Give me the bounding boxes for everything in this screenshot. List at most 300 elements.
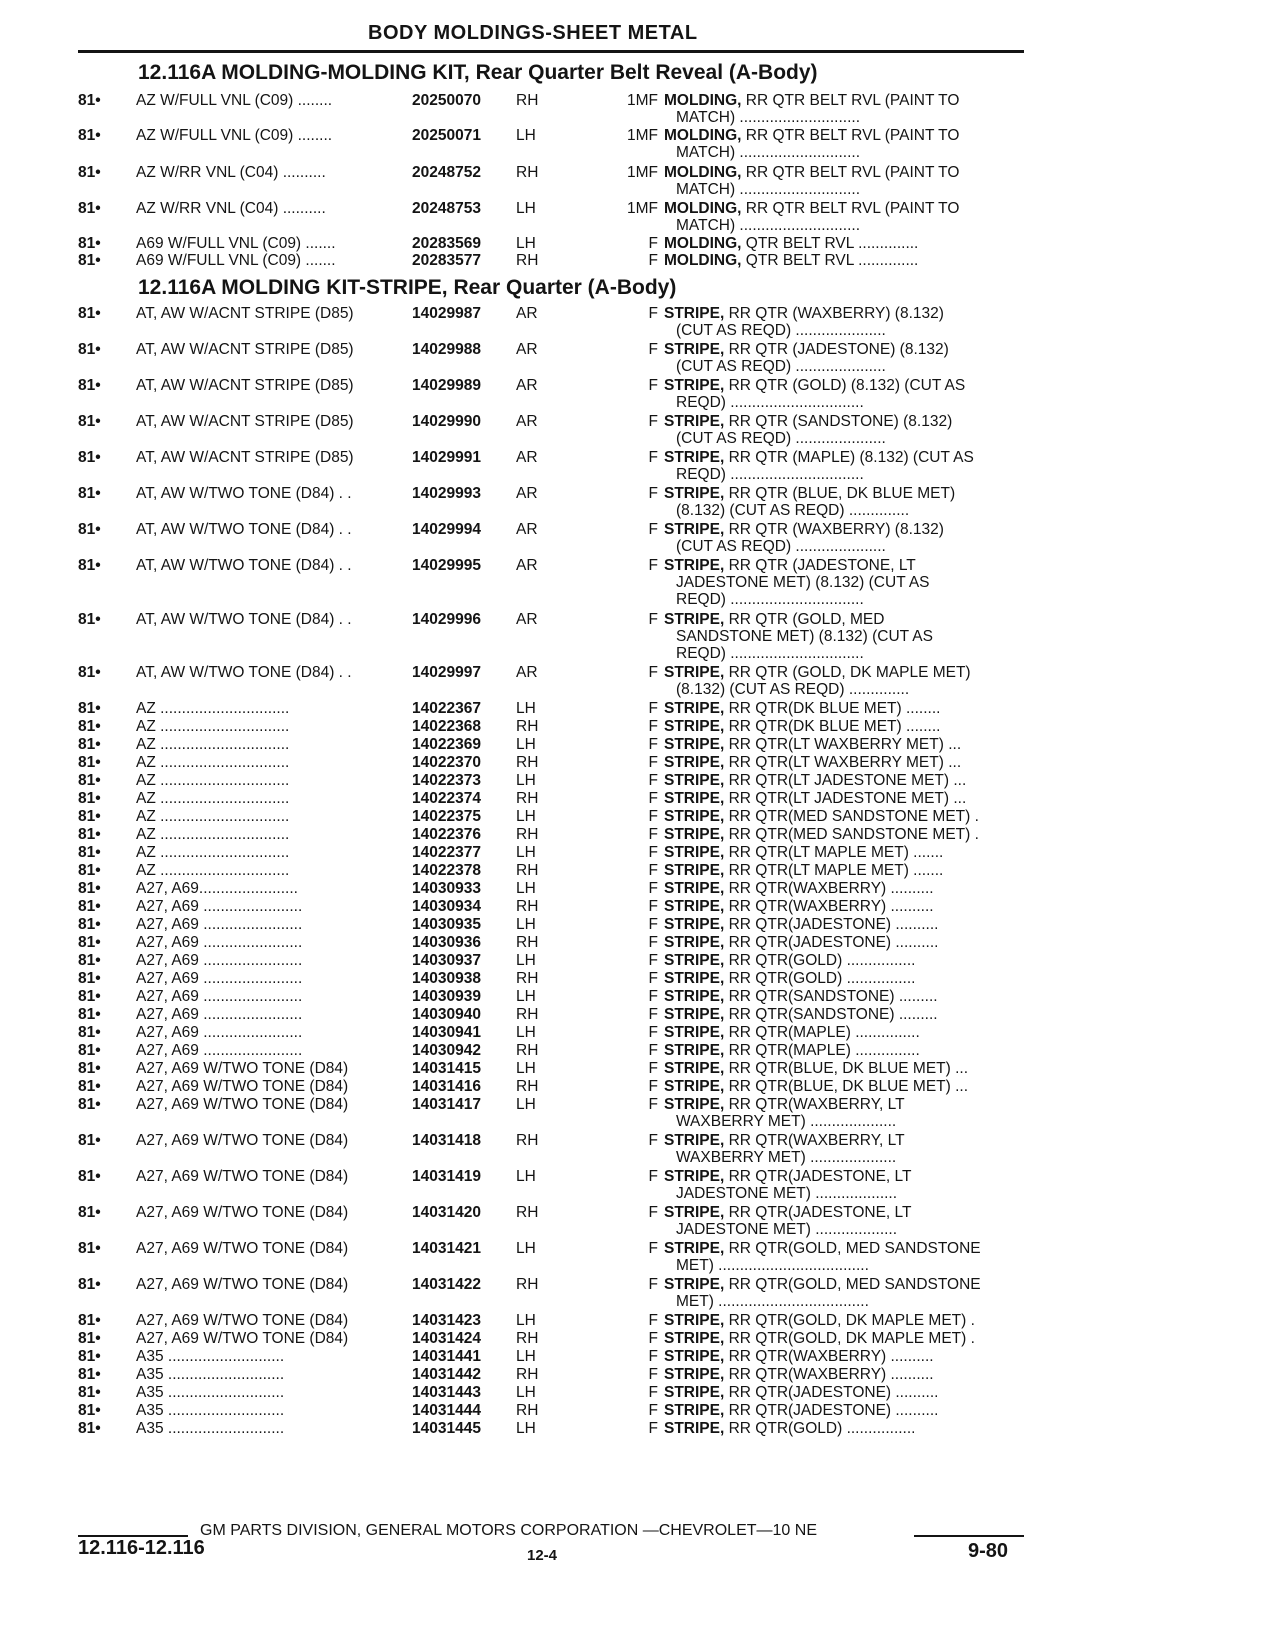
part-name: STRIPE, <box>664 1042 725 1059</box>
part-description-continued: WAXBERRY MET) .................... <box>676 1149 897 1166</box>
model-year: 81• <box>78 988 101 1005</box>
model-year: 81• <box>78 1132 101 1149</box>
part-description-text: RR QTR(GOLD, MED SANDSTONE <box>724 1276 981 1293</box>
part-description <box>664 1348 1024 1366</box>
part-name: STRIPE, <box>664 736 725 753</box>
side-code: AR <box>516 377 538 394</box>
part-description <box>664 1042 1024 1060</box>
part-description-continued: (8.132) (CUT AS REQD) .............. <box>676 502 910 519</box>
model-description: A27, A69 W/TWO TONE (D84) <box>136 1132 349 1149</box>
quantity-code: F <box>648 952 658 969</box>
part-description-text: RR QTR(WAXBERRY, LT <box>724 1132 905 1149</box>
part-name: STRIPE, <box>664 341 725 358</box>
part-description-continued: SANDSTONE MET) (8.132) (CUT AS <box>676 628 933 645</box>
side-code: RH <box>516 92 539 109</box>
part-number: 14022376 <box>412 826 481 843</box>
part-number: 14022367 <box>412 700 481 717</box>
part-description-text: RR QTR(GOLD, MED SANDSTONE <box>724 1240 981 1257</box>
part-description-text: QTR BELT RVL .............. <box>741 252 919 269</box>
part-description-text: RR QTR(JADESTONE) .......... <box>724 1384 939 1401</box>
part-description-text: RR QTR BELT RVL (PAINT TO <box>741 127 960 144</box>
model-description: A27, A69 ....................... <box>136 916 303 933</box>
model-year: 81• <box>78 1330 101 1347</box>
footer-date: 9-80 <box>968 1540 1009 1562</box>
model-year: 81• <box>78 754 101 771</box>
part-description <box>664 826 1024 844</box>
part-description-continued: (8.132) (CUT AS REQD) .............. <box>676 681 910 698</box>
model-description: AZ .............................. <box>136 754 290 771</box>
model-year: 81• <box>78 252 101 269</box>
part-description <box>664 862 1024 880</box>
part-name: STRIPE, <box>664 1420 725 1437</box>
side-code: RH <box>516 1276 539 1293</box>
part-number: 14031420 <box>412 1204 481 1221</box>
quantity-code: F <box>648 1384 658 1401</box>
part-description-text: RR QTR BELT RVL (PAINT TO <box>741 92 960 109</box>
part-description-continued: (CUT AS REQD) ..................... <box>676 322 886 339</box>
side-code: RH <box>516 1078 539 1095</box>
quantity-code: 1MF <box>627 200 658 217</box>
quantity-code: F <box>648 521 658 538</box>
model-description: AZ W/FULL VNL (C09) ........ <box>136 92 333 109</box>
part-description <box>664 772 1024 790</box>
quantity-code: F <box>648 1348 658 1365</box>
part-name: STRIPE, <box>664 1240 725 1257</box>
part-number: 20250070 <box>412 92 481 109</box>
quantity-code: F <box>648 1006 658 1023</box>
quantity-code: 1MF <box>627 164 658 181</box>
part-description-text: RR QTR(MED SANDSTONE MET) . <box>724 808 979 825</box>
part-description <box>664 127 1024 145</box>
model-year: 81• <box>78 485 101 502</box>
model-description: A27, A69 ....................... <box>136 970 303 987</box>
part-description <box>664 970 1024 988</box>
model-year: 81• <box>78 200 101 217</box>
side-code: LH <box>516 200 536 217</box>
part-description-text: RR QTR(GOLD, DK MAPLE MET) . <box>724 1312 975 1329</box>
part-description-text: RR QTR(LT JADESTONE MET) ... <box>724 772 967 789</box>
model-year: 81• <box>78 1168 101 1185</box>
part-description-text: RR QTR(MAPLE) ............... <box>724 1042 920 1059</box>
model-description: AT, AW W/ACNT STRIPE (D85) <box>136 341 354 358</box>
part-name: STRIPE, <box>664 934 725 951</box>
side-code: AR <box>516 557 538 574</box>
model-description: A27, A69 ....................... <box>136 1042 303 1059</box>
model-year: 81• <box>78 898 101 915</box>
model-description: AZ .............................. <box>136 862 290 879</box>
part-description <box>664 1240 1024 1258</box>
quantity-code: F <box>648 611 658 628</box>
model-description: A27, A69 W/TWO TONE (D84) <box>136 1168 349 1185</box>
part-number: 14031415 <box>412 1060 481 1077</box>
part-description <box>664 754 1024 772</box>
quantity-code: 1MF <box>627 92 658 109</box>
part-description-text: RR QTR (BLUE, DK BLUE MET) <box>724 485 956 502</box>
side-code: LH <box>516 916 536 933</box>
model-description: A27, A69 ....................... <box>136 1006 303 1023</box>
quantity-code: F <box>648 808 658 825</box>
model-year: 81• <box>78 341 101 358</box>
quantity-code: F <box>648 252 658 269</box>
model-year: 81• <box>78 844 101 861</box>
quantity-code: F <box>648 1402 658 1419</box>
part-description-text: RR QTR (SANDSTONE) (8.132) <box>724 413 953 430</box>
part-number: 14030937 <box>412 952 481 969</box>
part-description <box>664 485 1024 503</box>
part-description <box>664 305 1024 323</box>
side-code: LH <box>516 235 536 252</box>
quantity-code: F <box>648 934 658 951</box>
part-description-continued: MATCH) ............................ <box>676 181 861 198</box>
part-description-text: RR QTR(SANDSTONE) ......... <box>724 1006 938 1023</box>
part-number: 14029991 <box>412 449 481 466</box>
part-number: 14022378 <box>412 862 481 879</box>
part-description <box>664 252 1024 270</box>
part-number: 14030934 <box>412 898 481 915</box>
part-name: STRIPE, <box>664 754 725 771</box>
quantity-code: F <box>648 1042 658 1059</box>
model-description: AT, AW W/TWO TONE (D84) . . <box>136 521 352 538</box>
part-name: STRIPE, <box>664 790 725 807</box>
part-name: STRIPE, <box>664 1024 725 1041</box>
model-description: A27, A69 ....................... <box>136 898 303 915</box>
side-code: RH <box>516 1042 539 1059</box>
part-description-text: RR QTR(MAPLE) ............... <box>724 1024 920 1041</box>
part-number: 14029989 <box>412 377 481 394</box>
part-name: STRIPE, <box>664 485 725 502</box>
model-year: 81• <box>78 862 101 879</box>
quantity-code: F <box>648 1330 658 1347</box>
part-number: 14029988 <box>412 341 481 358</box>
model-year: 81• <box>78 772 101 789</box>
quantity-code: F <box>648 341 658 358</box>
part-description-continued: JADESTONE MET) (8.132) (CUT AS <box>676 574 930 591</box>
model-description: AZ .............................. <box>136 808 290 825</box>
model-year: 81• <box>78 413 101 430</box>
model-year: 81• <box>78 970 101 987</box>
part-name: STRIPE, <box>664 862 725 879</box>
part-description-continued: (CUT AS REQD) ..................... <box>676 538 886 555</box>
part-number: 14031445 <box>412 1420 481 1437</box>
part-description <box>664 377 1024 395</box>
part-description <box>664 164 1024 182</box>
part-name: STRIPE, <box>664 377 725 394</box>
quantity-code: F <box>648 1078 658 1095</box>
part-description <box>664 718 1024 736</box>
part-number: 20283569 <box>412 235 481 252</box>
footer-rule-right <box>914 1535 1024 1537</box>
model-description: A69 W/FULL VNL (C09) ....... <box>136 235 336 252</box>
model-description: AT, AW W/TWO TONE (D84) . . <box>136 664 352 681</box>
part-number: 14031422 <box>412 1276 481 1293</box>
quantity-code: F <box>648 1240 658 1257</box>
part-name: STRIPE, <box>664 1132 725 1149</box>
model-description: AT, AW W/ACNT STRIPE (D85) <box>136 305 354 322</box>
section-title-stripe: 12.116A MOLDING KIT-STRIPE, Rear Quarter (A-Body) <box>138 276 677 299</box>
model-description: AZ .............................. <box>136 844 290 861</box>
quantity-code: F <box>648 790 658 807</box>
model-description: A27, A69 ....................... <box>136 1024 303 1041</box>
side-code: RH <box>516 898 539 915</box>
model-description: A27, A69 W/TWO TONE (D84) <box>136 1204 349 1221</box>
part-description-text: RR QTR(MED SANDSTONE MET) . <box>724 826 979 843</box>
part-description-text: RR QTR(JADESTONE, LT <box>724 1204 912 1221</box>
side-code: LH <box>516 880 536 897</box>
quantity-code: F <box>648 1276 658 1293</box>
quantity-code: F <box>648 718 658 735</box>
quantity-code: F <box>648 305 658 322</box>
model-year: 81• <box>78 736 101 753</box>
model-description: A27, A69 W/TWO TONE (D84) <box>136 1060 349 1077</box>
part-name: STRIPE, <box>664 1078 725 1095</box>
model-year: 81• <box>78 1402 101 1419</box>
part-description-text: RR QTR (GOLD) (8.132) (CUT AS <box>724 377 966 394</box>
model-description: AT, AW W/ACNT STRIPE (D85) <box>136 413 354 430</box>
part-number: 14029993 <box>412 485 481 502</box>
part-description <box>664 413 1024 431</box>
part-name: MOLDING, <box>664 252 742 269</box>
model-description: A27, A69 W/TWO TONE (D84) <box>136 1312 349 1329</box>
part-description <box>664 1168 1024 1186</box>
part-description <box>664 1384 1024 1402</box>
model-year: 81• <box>78 1096 101 1113</box>
quantity-code: F <box>648 1312 658 1329</box>
quantity-code: F <box>648 988 658 1005</box>
part-name: STRIPE, <box>664 880 725 897</box>
side-code: LH <box>516 1168 536 1185</box>
quantity-code: F <box>648 736 658 753</box>
header-rule <box>78 50 1024 53</box>
part-description-text: RR QTR(JADESTONE, LT <box>724 1168 912 1185</box>
part-description-text: RR QTR(LT JADESTONE MET) ... <box>724 790 967 807</box>
part-number: 20250071 <box>412 127 481 144</box>
quantity-code: F <box>648 485 658 502</box>
model-description: A69 W/FULL VNL (C09) ....... <box>136 252 336 269</box>
side-code: LH <box>516 952 536 969</box>
part-number: 14031443 <box>412 1384 481 1401</box>
part-number: 14029996 <box>412 611 481 628</box>
part-description <box>664 880 1024 898</box>
side-code: LH <box>516 1024 536 1041</box>
side-code: RH <box>516 1132 539 1149</box>
part-name: STRIPE, <box>664 988 725 1005</box>
part-description-text: RR QTR(WAXBERRY) .......... <box>724 880 934 897</box>
quantity-code: F <box>648 1420 658 1437</box>
part-name: STRIPE, <box>664 1168 725 1185</box>
part-description-text: RR QTR BELT RVL (PAINT TO <box>741 164 960 181</box>
footer-page-number: 12-4 <box>527 1547 558 1564</box>
part-description <box>664 449 1024 467</box>
part-description-text: RR QTR(GOLD) ................ <box>724 1420 916 1437</box>
part-name: STRIPE, <box>664 970 725 987</box>
part-description-continued: JADESTONE MET) ................... <box>676 1185 898 1202</box>
part-description <box>664 557 1024 575</box>
side-code: LH <box>516 700 536 717</box>
part-number: 14031444 <box>412 1402 481 1419</box>
part-description-text: RR QTR(LT MAPLE MET) ....... <box>724 862 944 879</box>
part-number: 14022369 <box>412 736 481 753</box>
model-description: A27, A69 W/TWO TONE (D84) <box>136 1330 349 1347</box>
part-description-continued: REQD) ............................... <box>676 645 864 662</box>
part-description-text: RR QTR(GOLD) ................ <box>724 970 916 987</box>
quantity-code: F <box>648 449 658 466</box>
model-description: A27, A69 ....................... <box>136 952 303 969</box>
part-number: 14031416 <box>412 1078 481 1095</box>
quantity-code: F <box>648 862 658 879</box>
part-description-continued: WAXBERRY MET) .................... <box>676 1113 897 1130</box>
part-description-text: RR QTR(DK BLUE MET) ........ <box>724 718 941 735</box>
part-number: 14022373 <box>412 772 481 789</box>
part-name: STRIPE, <box>664 1312 725 1329</box>
quantity-code: F <box>648 826 658 843</box>
model-description: AT, AW W/TWO TONE (D84) . . <box>136 485 352 502</box>
part-name: STRIPE, <box>664 916 725 933</box>
model-year: 81• <box>78 235 101 252</box>
part-description-text: RR QTR(SANDSTONE) ......... <box>724 988 938 1005</box>
side-code: LH <box>516 127 536 144</box>
quantity-code: F <box>648 1096 658 1113</box>
model-description: A27, A69 W/TWO TONE (D84) <box>136 1240 349 1257</box>
quantity-code: F <box>648 970 658 987</box>
part-number: 14030939 <box>412 988 481 1005</box>
part-description <box>664 790 1024 808</box>
part-description <box>664 1312 1024 1330</box>
model-description: A35 ........................... <box>136 1366 285 1383</box>
part-number: 14022377 <box>412 844 481 861</box>
model-year: 81• <box>78 1312 101 1329</box>
part-name: STRIPE, <box>664 1204 725 1221</box>
part-description-text: RR QTR (JADESTONE) (8.132) <box>724 341 949 358</box>
part-description <box>664 1276 1024 1294</box>
part-number: 14031423 <box>412 1312 481 1329</box>
quantity-code: F <box>648 700 658 717</box>
model-year: 81• <box>78 1078 101 1095</box>
quantity-code: F <box>648 557 658 574</box>
part-description <box>664 1420 1024 1438</box>
side-code: RH <box>516 252 539 269</box>
part-description <box>664 952 1024 970</box>
part-number: 14030940 <box>412 1006 481 1023</box>
side-code: AR <box>516 611 538 628</box>
quantity-code: F <box>648 916 658 933</box>
part-description <box>664 1096 1024 1114</box>
side-code: AR <box>516 413 538 430</box>
quantity-code: F <box>648 754 658 771</box>
part-description-text: RR QTR(WAXBERRY) .......... <box>724 1366 934 1383</box>
part-name: STRIPE, <box>664 700 725 717</box>
side-code: AR <box>516 485 538 502</box>
part-description <box>664 1024 1024 1042</box>
part-number: 14031441 <box>412 1348 481 1365</box>
model-description: AZ .............................. <box>136 700 290 717</box>
model-description: A35 ........................... <box>136 1402 285 1419</box>
model-year: 81• <box>78 1276 101 1293</box>
part-name: STRIPE, <box>664 305 725 322</box>
part-description <box>664 916 1024 934</box>
model-year: 81• <box>78 880 101 897</box>
part-name: STRIPE, <box>664 808 725 825</box>
model-year: 81• <box>78 1060 101 1077</box>
model-description: AZ W/RR VNL (C04) .......... <box>136 164 326 181</box>
part-description <box>664 235 1024 253</box>
side-code: RH <box>516 1204 539 1221</box>
part-description-text: RR QTR(GOLD) ................ <box>724 952 916 969</box>
section-title-molding: 12.116A MOLDING-MOLDING KIT, Rear Quarter Belt Reveal (A-Body) <box>138 61 818 84</box>
part-name: STRIPE, <box>664 557 725 574</box>
part-name: MOLDING, <box>664 164 742 181</box>
side-code: AR <box>516 305 538 322</box>
part-description <box>664 700 1024 718</box>
part-name: STRIPE, <box>664 664 725 681</box>
part-description-text: RR QTR(LT WAXBERRY MET) ... <box>724 736 962 753</box>
side-code: LH <box>516 1348 536 1365</box>
part-description-continued: MATCH) ............................ <box>676 109 861 126</box>
part-number: 14030941 <box>412 1024 481 1041</box>
quantity-code: F <box>648 898 658 915</box>
part-number: 14030938 <box>412 970 481 987</box>
model-description: A27, A69 W/TWO TONE (D84) <box>136 1078 349 1095</box>
model-description: AT, AW W/ACNT STRIPE (D85) <box>136 377 354 394</box>
part-name: STRIPE, <box>664 826 725 843</box>
model-year: 81• <box>78 1348 101 1365</box>
part-name: STRIPE, <box>664 844 725 861</box>
part-name: STRIPE, <box>664 772 725 789</box>
part-name: STRIPE, <box>664 1096 725 1113</box>
quantity-code: F <box>648 664 658 681</box>
part-number: 14029990 <box>412 413 481 430</box>
side-code: AR <box>516 341 538 358</box>
model-year: 81• <box>78 164 101 181</box>
model-description: AZ .............................. <box>136 826 290 843</box>
part-description-text: RR QTR(GOLD, DK MAPLE MET) . <box>724 1330 975 1347</box>
quantity-code: F <box>648 377 658 394</box>
side-code: LH <box>516 1060 536 1077</box>
model-year: 81• <box>78 611 101 628</box>
part-description <box>664 92 1024 110</box>
model-description: A35 ........................... <box>136 1420 285 1437</box>
part-description-text: RR QTR BELT RVL (PAINT TO <box>741 200 960 217</box>
part-description-text: RR QTR(WAXBERRY, LT <box>724 1096 905 1113</box>
part-number: 14022370 <box>412 754 481 771</box>
part-name: STRIPE, <box>664 611 725 628</box>
part-number: 14031418 <box>412 1132 481 1149</box>
model-year: 81• <box>78 1204 101 1221</box>
part-description-text: RR QTR(WAXBERRY) .......... <box>724 898 934 915</box>
side-code: RH <box>516 718 539 735</box>
model-year: 81• <box>78 1240 101 1257</box>
part-name: STRIPE, <box>664 1384 725 1401</box>
side-code: LH <box>516 1384 536 1401</box>
part-description <box>664 1006 1024 1024</box>
part-name: STRIPE, <box>664 1276 725 1293</box>
part-description-continued: JADESTONE MET) ................... <box>676 1221 898 1238</box>
model-description: A35 ........................... <box>136 1348 285 1365</box>
model-description: A35 ........................... <box>136 1384 285 1401</box>
part-description <box>664 200 1024 218</box>
part-number: 14029997 <box>412 664 481 681</box>
part-description-text: RR QTR (GOLD, MED <box>724 611 885 628</box>
part-number: 14031442 <box>412 1366 481 1383</box>
part-name: STRIPE, <box>664 521 725 538</box>
model-description: A27, A69 W/TWO TONE (D84) <box>136 1096 349 1113</box>
part-number: 14031417 <box>412 1096 481 1113</box>
model-year: 81• <box>78 92 101 109</box>
part-description <box>664 341 1024 359</box>
side-code: RH <box>516 790 539 807</box>
model-description: AZ W/FULL VNL (C09) ........ <box>136 127 333 144</box>
part-number: 14029995 <box>412 557 481 574</box>
model-year: 81• <box>78 1420 101 1437</box>
